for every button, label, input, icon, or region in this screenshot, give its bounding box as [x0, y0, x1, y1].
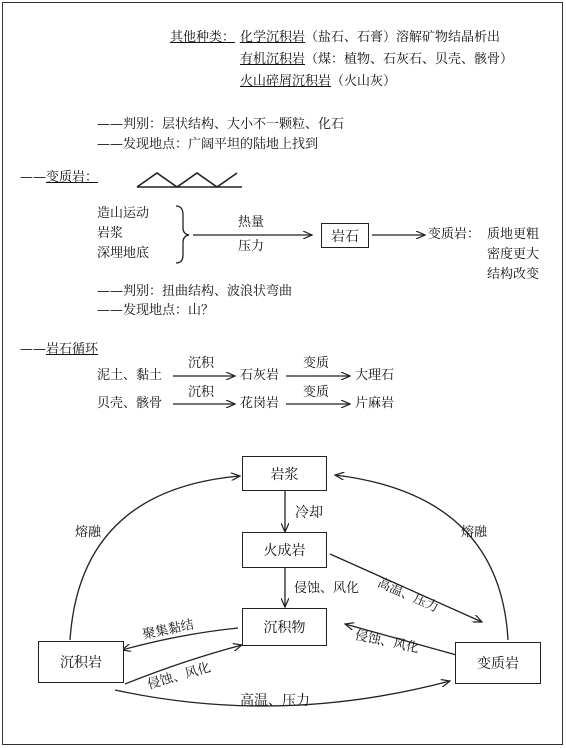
pressure-label: 压力: [238, 239, 265, 254]
result-3: 结构改变: [487, 267, 540, 282]
brace-icon: [176, 206, 189, 263]
meta-heading-dash: ——: [20, 170, 46, 185]
hp-diag-label: 高温、压力: [375, 575, 441, 616]
sed-judge-note: ——判别：层状结构、大小不一颗粒、化石: [97, 117, 345, 132]
row1-mid: 石灰岩: [240, 368, 280, 383]
meta-heading-title: 变质岩：: [46, 170, 99, 185]
chem-sed-desc: （盐石、石膏）溶解矿物结晶析出: [305, 30, 501, 45]
melt-left-arc: [70, 476, 240, 640]
cause-3: 深埋地底: [97, 246, 150, 261]
cycle-heading-title: 岩石循环: [46, 342, 99, 357]
melt-right-arc: [335, 475, 508, 640]
erosion-right-label: 侵蚀、风化: [353, 628, 421, 657]
result-1: 质地更粗: [487, 227, 540, 242]
rock-box: 岩石: [321, 223, 369, 248]
org-sed-line: [240, 52, 513, 68]
org-sed-type: 有机沉积岩: [240, 52, 306, 67]
row1-start: 泥土、黏土: [97, 368, 163, 383]
meta-result-label: 变质岩：: [428, 227, 481, 242]
volc-sed-line: [240, 74, 396, 90]
volc-sed-desc: （火山灰）: [331, 74, 397, 89]
cycle-heading-dash: ——: [20, 342, 46, 357]
magma-box: 岩浆: [242, 456, 327, 491]
other-types-label: 其他种类：: [170, 30, 236, 45]
cooling-label: 冷却: [295, 505, 323, 521]
row1-arrow2-label: 变质: [303, 356, 330, 371]
erosion-mid-label: 侵蚀、风化: [294, 581, 360, 596]
melt-right-label: 熔融: [461, 525, 488, 540]
row2-arrow2-label: 变质: [303, 385, 330, 400]
zigzag-symbol: [137, 173, 242, 187]
chem-sed-type: 化学沉积岩: [240, 30, 306, 45]
row2-start: 贝壳、骸骨: [97, 396, 163, 411]
chem-sed-line: [240, 30, 500, 46]
melt-left-label: 熔融: [75, 525, 102, 540]
accumulate-label: 聚集黏结: [141, 617, 196, 643]
meta-judge-note: ——判别：扭曲结构、波浪状弯曲: [97, 284, 293, 299]
row2-end: 片麻岩: [355, 396, 395, 411]
meta-place-note: ——发现地点：山？: [97, 303, 215, 318]
erosion-left-label: 侵蚀、风化: [145, 660, 213, 693]
heat-label: 热量: [238, 215, 265, 230]
cause-2: 岩浆: [97, 226, 124, 241]
row2-arrow1-label: 沉积: [188, 385, 215, 400]
metamorphic-box: 变质岩: [455, 642, 541, 684]
row1-arrow1-label: 沉积: [188, 356, 215, 371]
org-sed-desc: （煤：植物、石灰石、贝壳、骸骨）: [305, 52, 514, 67]
volc-sed-type: 火山碎屑沉积岩: [240, 74, 332, 89]
cause-1: 造山运动: [97, 206, 150, 221]
igneous-box: 火成岩: [242, 532, 327, 568]
hp-bottom-label: 高温、压力: [240, 693, 310, 709]
row2-mid: 花岗岩: [240, 396, 280, 411]
sedimentary-box: 沉积岩: [38, 641, 124, 683]
sed-place-note: ——发现地点：广阔平坦的陆地上找到: [97, 137, 319, 152]
sediment-box: 沉积物: [242, 608, 327, 646]
meta-heading: [20, 170, 98, 186]
cycle-heading: [20, 342, 98, 358]
row1-end: 大理石: [355, 368, 395, 383]
result-2: 密度更大: [487, 247, 540, 262]
